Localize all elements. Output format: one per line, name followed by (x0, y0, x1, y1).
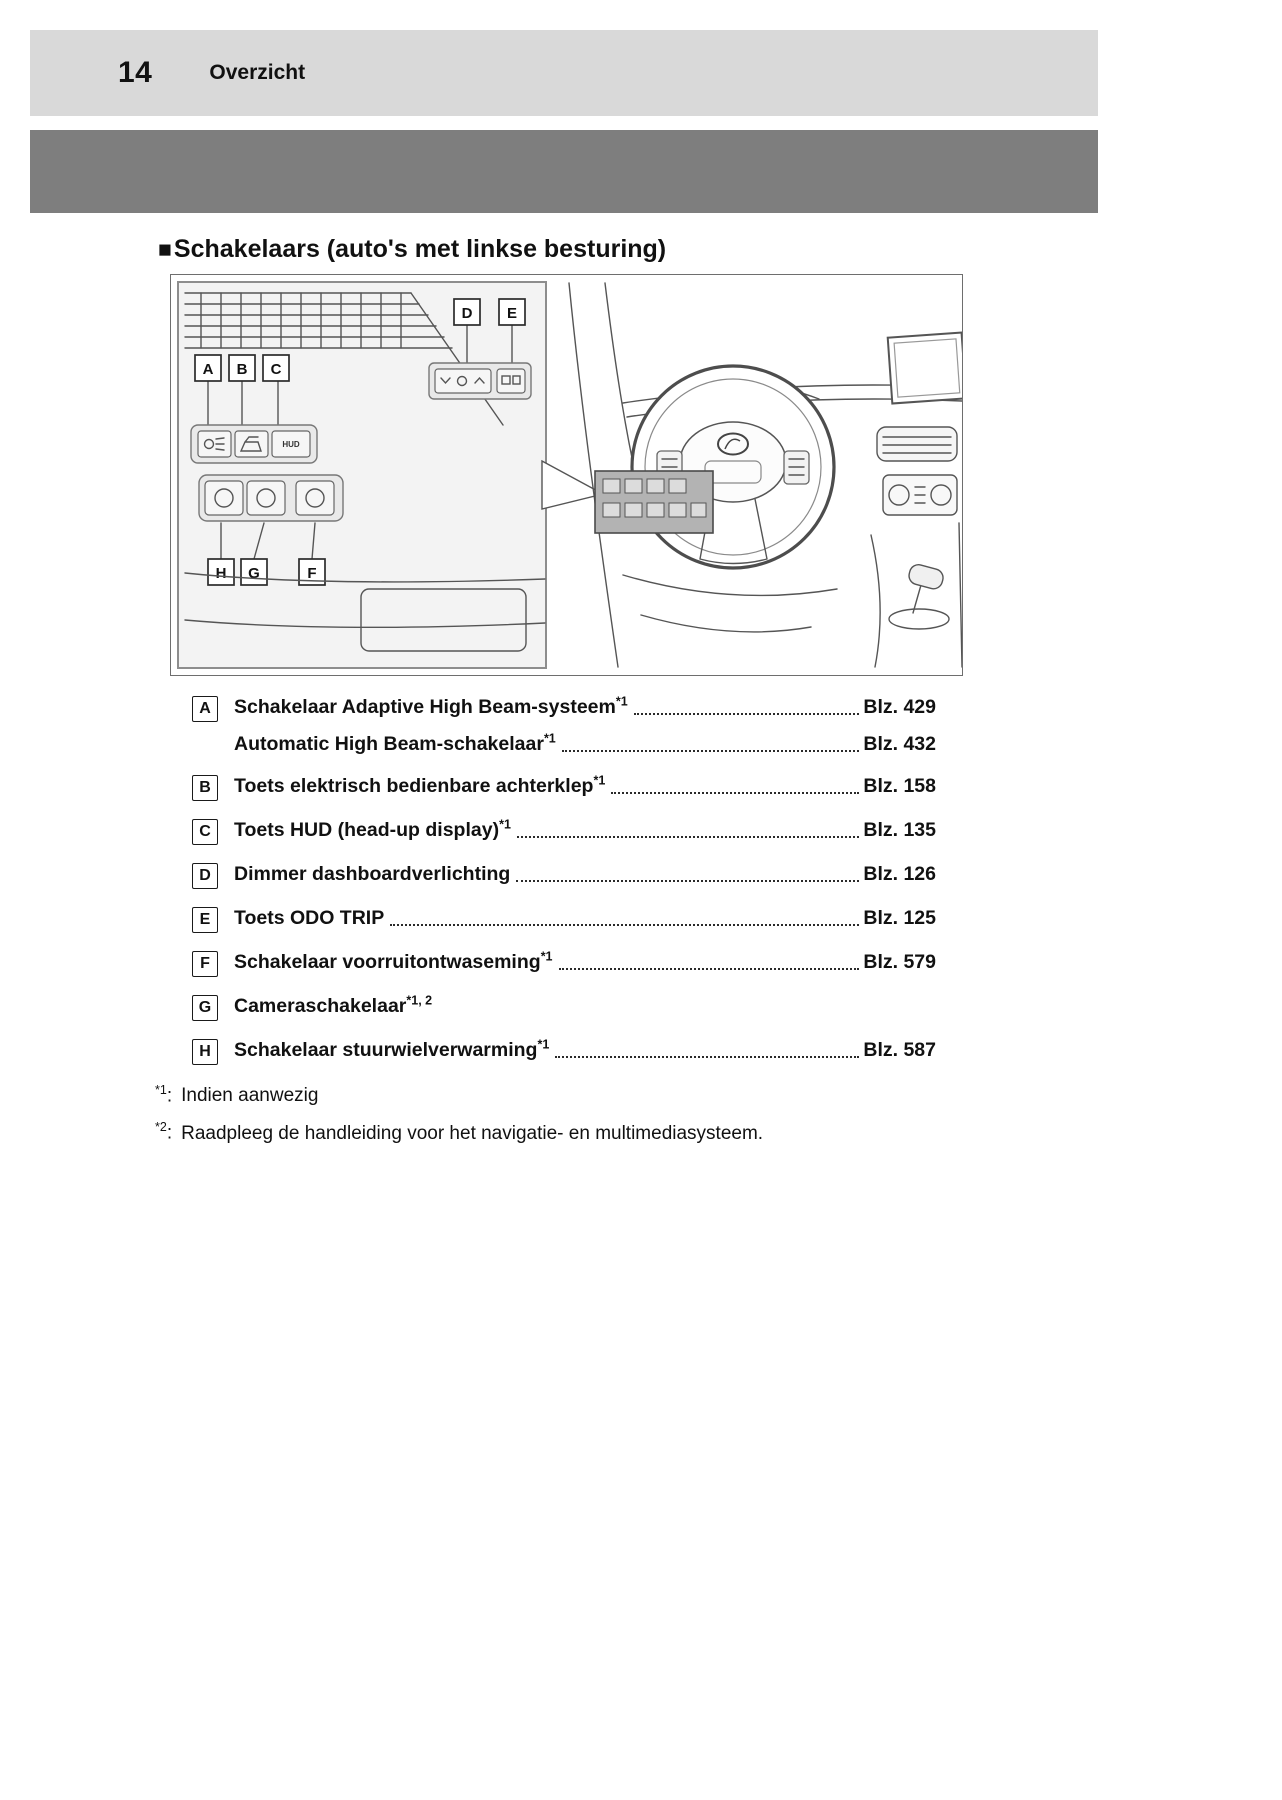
page-reference: Blz. 432 (863, 733, 936, 755)
item-letter: C (192, 819, 218, 845)
dot-leader (555, 1056, 859, 1058)
item-letter: B (192, 775, 218, 801)
side-vent-icon (877, 427, 957, 461)
footnote-text: Raadpleeg de handleiding voor het navigatie- en multimediasysteem. (181, 1122, 764, 1144)
footnote-ref: *1 (543, 731, 556, 746)
page-reference: Blz. 135 (863, 819, 936, 841)
legend-line: Schakelaar stuurwielverwarming$^{*1}$ Blz. 587 (234, 1037, 936, 1061)
display-screen (888, 333, 962, 404)
climate-controls (883, 475, 957, 515)
legend-line: Cameraschakelaar$^{*1, 2}$ (234, 993, 433, 1017)
gear-shifter (871, 523, 962, 667)
callout-e (499, 299, 525, 325)
svg-text:E: E (506, 305, 518, 322)
dimmer-panel (429, 363, 531, 399)
list-item-g (192, 993, 936, 1021)
footnote-ref: *1 (615, 694, 628, 709)
list-item-f (192, 949, 936, 977)
svg-text:B: B (236, 361, 248, 378)
dot-leader (634, 713, 860, 715)
svg-text:A: A (202, 361, 214, 378)
hud-button-label: HUD (282, 440, 300, 449)
dot-leader (611, 792, 859, 794)
list-item-b (192, 773, 936, 801)
svg-text:F: F (307, 565, 317, 582)
footnote-ref: *1, 2 (406, 993, 433, 1008)
dashboard-diagram (171, 275, 962, 675)
item-letter: F (192, 951, 218, 977)
item-letter: H (192, 1039, 218, 1065)
item-letter: E (192, 907, 218, 933)
upper-switch-panel (191, 425, 317, 463)
legend-line: Schakelaar voorruitontwaseming$^{*1}$ Blz. 579 (234, 949, 936, 973)
dot-leader (390, 924, 859, 926)
callout-b (229, 355, 255, 381)
item-letter: A (192, 696, 218, 722)
chapter-label: Overzicht (209, 61, 306, 84)
legend-line: Automatic High Beam-schakelaar$^{*1}$ Blz. 432 (234, 731, 936, 755)
callout-g (241, 559, 267, 585)
steering-wheel (632, 366, 834, 568)
callout-d (454, 299, 480, 325)
footnote-ref: *1 (540, 949, 553, 964)
switch-panel-highlight (595, 471, 713, 533)
header-band (30, 30, 1098, 116)
legend-line: Schakelaar Adaptive High Beam-systeem$^{*1}$ Blz. 429 (234, 694, 936, 718)
legend-line: Toets elektrisch bedienbare achterklep$^{*1}$ Blz. 158 (234, 773, 936, 797)
legend-line: Toets ODO TRIP Blz. 125 (234, 907, 936, 929)
footnote-marker: *1 (155, 1083, 167, 1097)
legend-line: Toets HUD (head-up display)$^{*1}$ Blz. 135 (234, 817, 936, 841)
list-item-a (192, 694, 936, 757)
list-item-d (192, 861, 936, 889)
footnote-ref: *1 (499, 817, 511, 832)
chapter-band (30, 130, 1098, 213)
page-reference: Blz. 579 (863, 951, 936, 973)
dashboard-figure (170, 274, 963, 676)
svg-text:H: H (215, 565, 227, 582)
section-square-icon: ■ (158, 236, 172, 262)
footnotes (155, 1083, 1282, 1145)
dot-leader (516, 880, 859, 882)
page-title (158, 235, 1282, 264)
dot-leader (559, 968, 860, 970)
footnote-marker: *2 (155, 1120, 167, 1135)
page-number: 14 (118, 56, 153, 89)
footnote-text: Indien aanwezig (181, 1085, 319, 1107)
list-item-c (192, 817, 936, 845)
legend-list (192, 694, 936, 1065)
footnote-colon: : (166, 1085, 173, 1107)
footnote-2 (155, 1120, 1282, 1144)
page-reference: Blz. 587 (863, 1039, 936, 1061)
dot-leader (562, 750, 860, 752)
page-reference: Blz. 125 (863, 907, 936, 929)
item-letter: G (192, 995, 218, 1021)
list-item-h (192, 1037, 936, 1065)
footnote-ref: *1 (537, 1037, 550, 1052)
page-title-text: Schakelaars (auto's met linkse besturing) (173, 235, 667, 263)
item-letter: D (192, 863, 218, 889)
footnote-colon: : (166, 1122, 173, 1144)
footnote-1 (155, 1083, 1282, 1107)
legend-line: Dimmer dashboardverlichting Blz. 126 (234, 863, 936, 885)
footnote-ref: *1 (593, 773, 606, 788)
page-reference: Blz. 429 (863, 696, 936, 718)
svg-text:D: D (461, 305, 473, 322)
lower-switch-panel (199, 475, 343, 521)
svg-text:G: G (248, 565, 260, 582)
page-reference: Blz. 158 (863, 775, 936, 797)
callout-a (195, 355, 221, 381)
dot-leader (517, 836, 859, 838)
zoom-arrow-icon (542, 461, 603, 509)
svg-text:C: C (270, 361, 282, 378)
callout-c (263, 355, 289, 381)
page-reference: Blz. 126 (863, 863, 936, 885)
list-item-e (192, 905, 936, 933)
callout-h (208, 559, 234, 585)
